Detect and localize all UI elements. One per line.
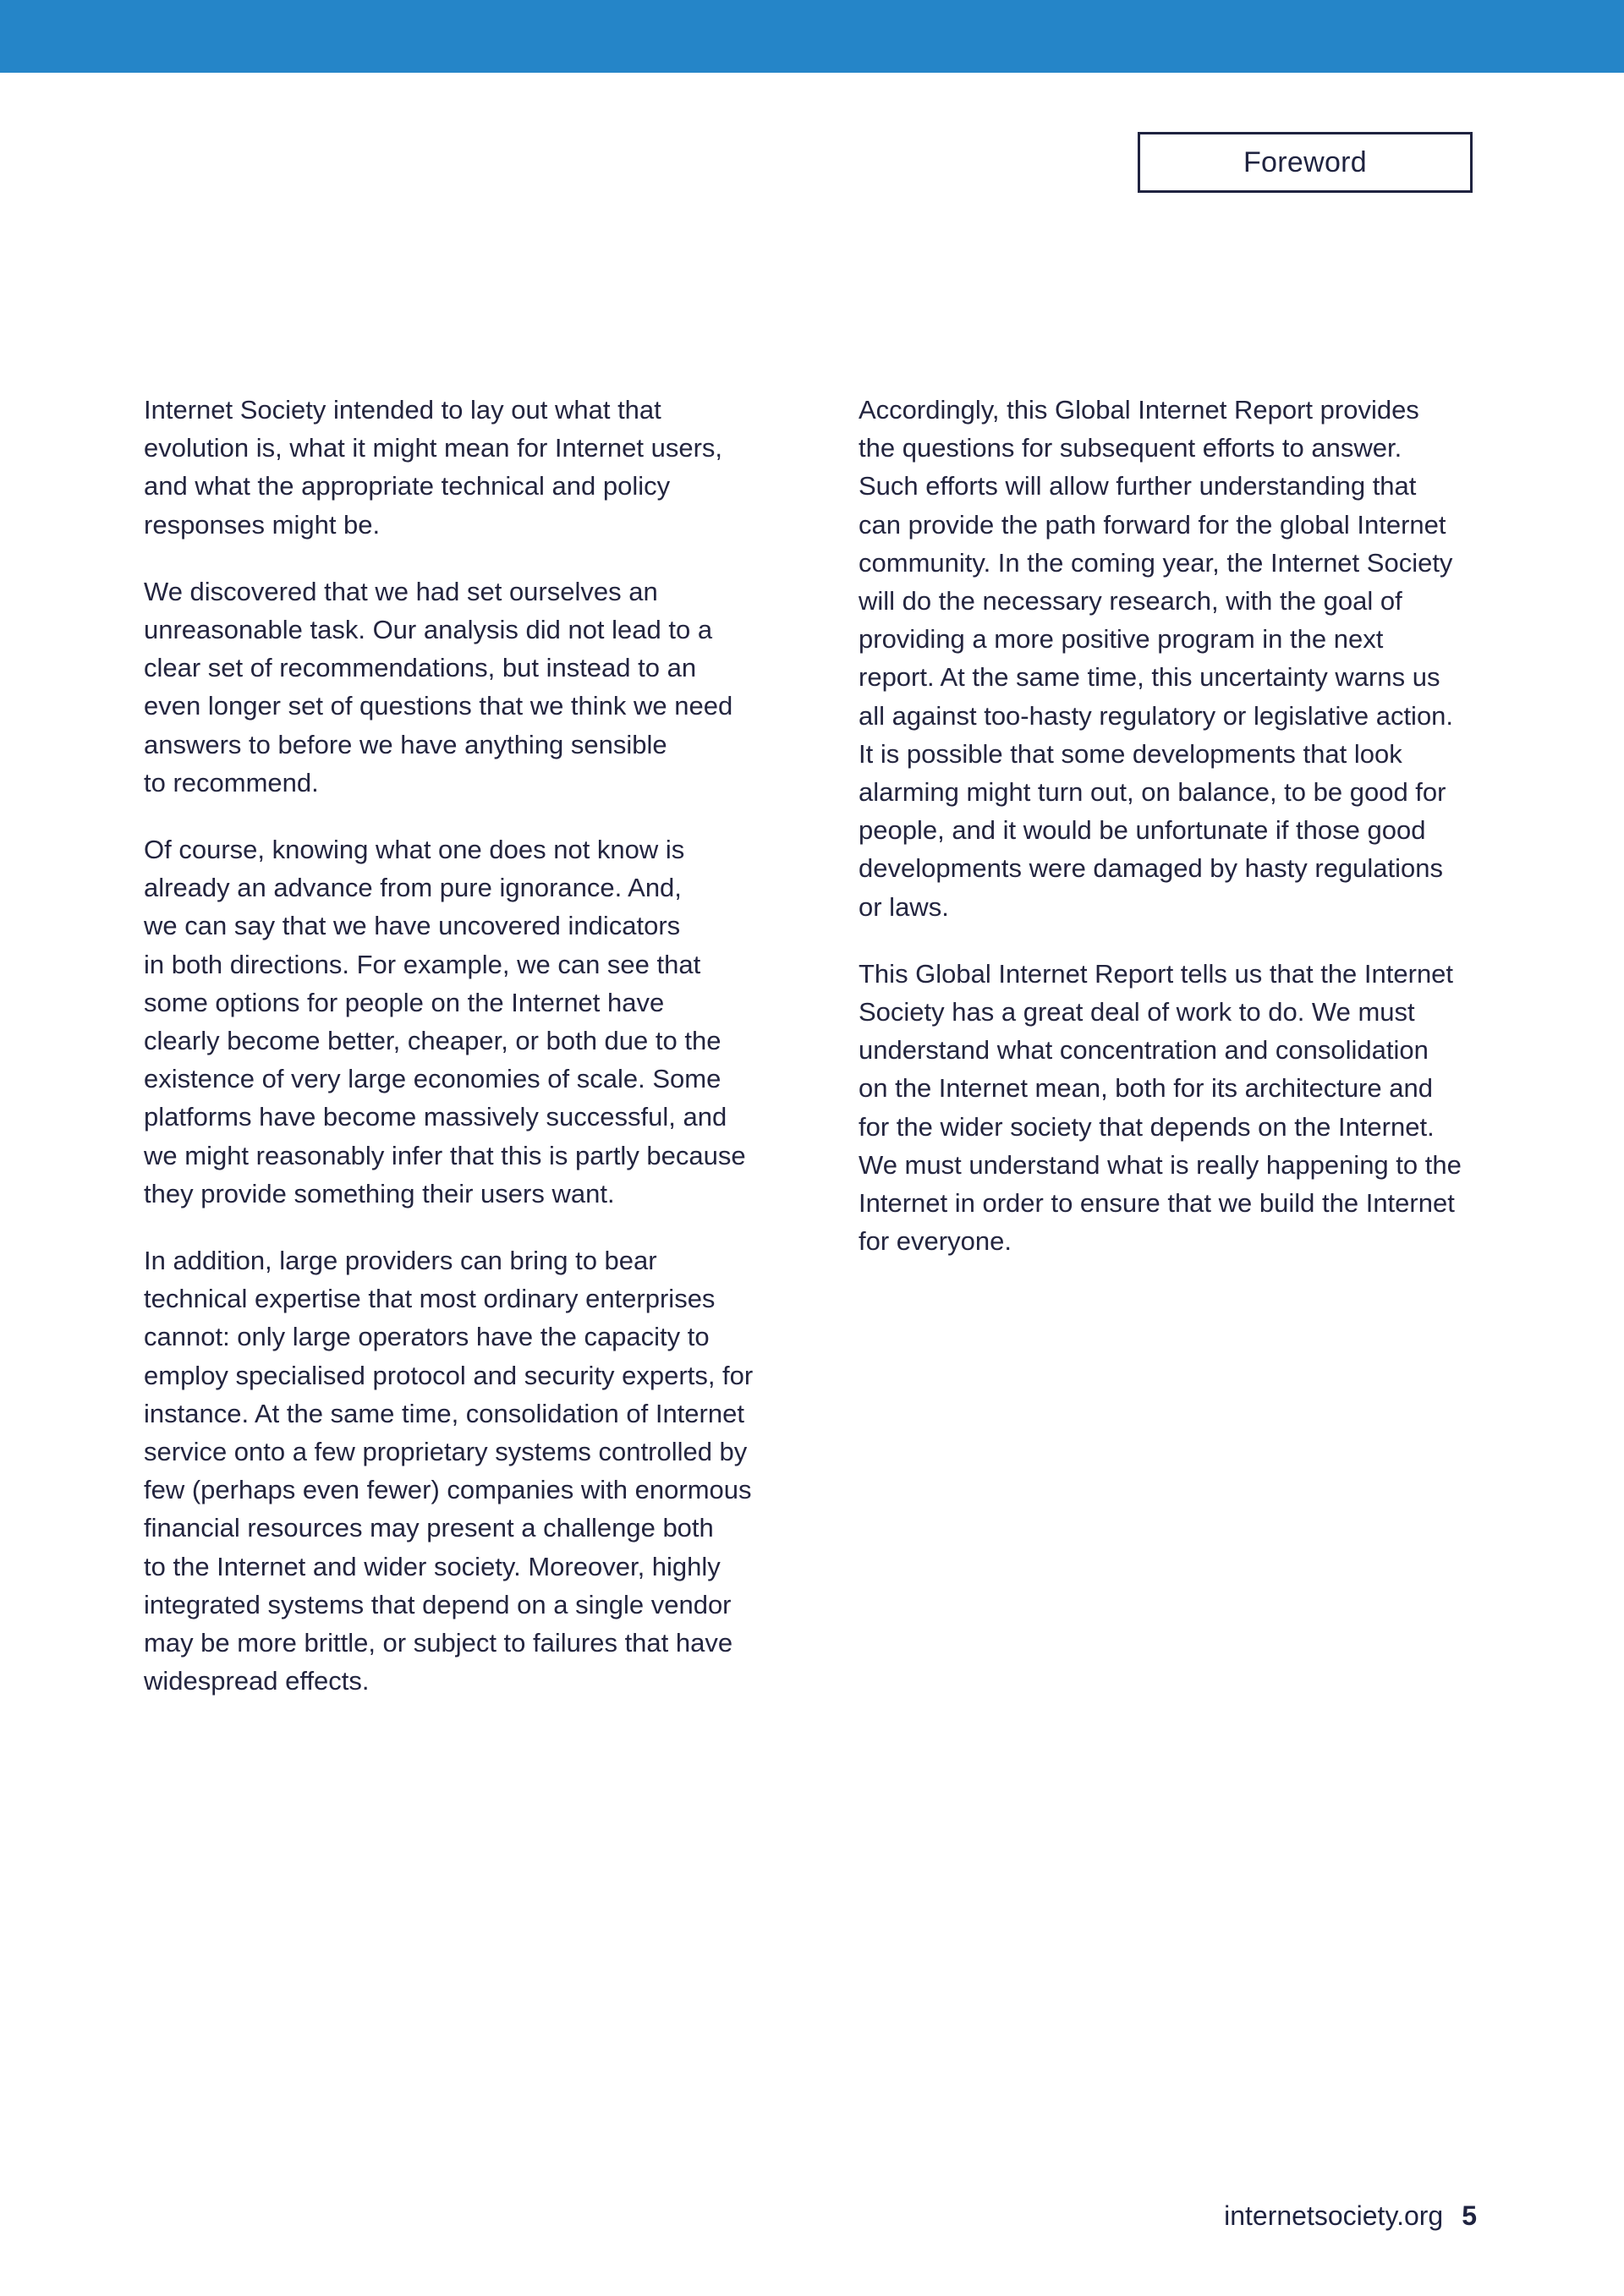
text-line: for everyone. — [859, 1226, 1012, 1257]
text-line: This Global Internet Report tells us that the Internet — [859, 958, 1454, 989]
text-line: for the wider society that depends on the Internet. — [859, 1111, 1435, 1142]
page-footer — [1224, 2200, 1477, 2232]
text-line: technical expertise that most ordinary enterprises — [144, 1284, 716, 1314]
paragraph — [859, 955, 1480, 1261]
page-number: 5 — [1462, 2200, 1477, 2231]
text-line: can provide the path forward for the global Internet — [859, 509, 1446, 540]
text-line: people, and it would be unfortunate if those good — [859, 815, 1426, 846]
text-line: community. In the coming year, the Internet Society — [859, 547, 1453, 578]
text-line: already an advance from pure ignorance. And, — [144, 873, 682, 903]
text-line: alarming might turn out, on balance, to be good for — [859, 777, 1446, 808]
text-line: We must understand what is really happening to the — [859, 1149, 1462, 1180]
text-line: we might reasonably infer that this is partly because — [144, 1140, 746, 1170]
text-line: clearly become better, cheaper, or both due to the — [144, 1026, 721, 1056]
text-line: Internet Society intended to lay out what that — [144, 395, 661, 425]
section-label — [1138, 132, 1473, 193]
text-line: Of course, knowing what one does not know is — [144, 835, 685, 865]
right-column — [859, 391, 1480, 1289]
text-line: widespread effects. — [144, 1666, 370, 1696]
text-line: we can say that we have uncovered indicators — [144, 911, 681, 941]
text-line: cannot: only large operators have the capacity to — [144, 1322, 710, 1352]
text-line: evolution is, what it might mean for Internet users, — [144, 433, 723, 463]
text-line: Internet in order to ensure that we build the Internet — [859, 1188, 1455, 1219]
text-line: Such efforts will allow further understanding that — [859, 471, 1417, 501]
text-line: employ specialised protocol and security experts, for — [144, 1360, 754, 1390]
paragraph — [144, 573, 765, 802]
text-line: clear set of recommendations, but instead to an — [144, 653, 697, 683]
text-line: on the Internet mean, both for its architecture and — [859, 1073, 1433, 1104]
text-line: even longer set of questions that we think we need — [144, 691, 733, 721]
text-line: or laws. — [859, 891, 949, 922]
text-line: We discovered that we had set ourselves an — [144, 576, 658, 606]
paragraph — [859, 391, 1480, 926]
text-line: integrated systems that depend on a single vendor — [144, 1589, 732, 1619]
text-line: unreasonable task. Our analysis did not lead to a — [144, 615, 713, 645]
text-line: they provide something their users want. — [144, 1178, 615, 1208]
text-line: may be more brittle, or subject to failures that have — [144, 1628, 733, 1658]
text-line: instance. At the same time, consolidation of Internet — [144, 1398, 744, 1428]
text-line: answers to before we have anything sensible — [144, 729, 667, 759]
text-line: responses might be. — [144, 509, 381, 540]
text-line: all against too-hasty regulatory or legislative action. — [859, 700, 1454, 731]
left-column — [144, 391, 765, 1729]
text-line: will do the necessary research, with the goal of — [859, 586, 1402, 616]
text-line: It is possible that some developments that look — [859, 738, 1402, 769]
text-line: and what the appropriate technical and policy — [144, 471, 671, 501]
text-line: developments were damaged by hasty regulations — [859, 853, 1444, 884]
text-line: to recommend. — [144, 767, 319, 797]
paragraph — [144, 830, 765, 1213]
paragraph — [144, 391, 765, 544]
paragraph — [144, 1241, 765, 1700]
text-line: In addition, large providers can bring to bear — [144, 1246, 657, 1276]
text-line: providing a more positive program in the next — [859, 624, 1384, 655]
text-line: in both directions. For example, we can see that — [144, 949, 701, 979]
text-line: the questions for subsequent efforts to answer. — [859, 433, 1402, 463]
text-line: Accordingly, this Global Internet Report provides — [859, 395, 1419, 425]
text-line: service onto a few proprietary systems controlled by — [144, 1437, 748, 1467]
text-line: understand what concentration and consolidation — [859, 1035, 1429, 1066]
text-line: Society has a great deal of work to do. We must — [859, 997, 1415, 1027]
header-accent-bar — [0, 0, 1624, 73]
text-line: platforms have become massively successful, and — [144, 1102, 727, 1132]
text-line: existence of very large economies of scale. Some — [144, 1064, 721, 1094]
section-label-text: Foreword — [1243, 145, 1367, 178]
text-line: some options for people on the Internet have — [144, 987, 665, 1017]
text-line: financial resources may present a challenge both — [144, 1513, 714, 1543]
text-line: to the Internet and wider society. Moreover, highly — [144, 1551, 721, 1581]
text-line: report. At the same time, this uncertainty warns us — [859, 662, 1440, 693]
text-line: few (perhaps even fewer) companies with enormous — [144, 1475, 752, 1505]
footer-site-link[interactable]: internetsociety.org — [1224, 2200, 1444, 2231]
